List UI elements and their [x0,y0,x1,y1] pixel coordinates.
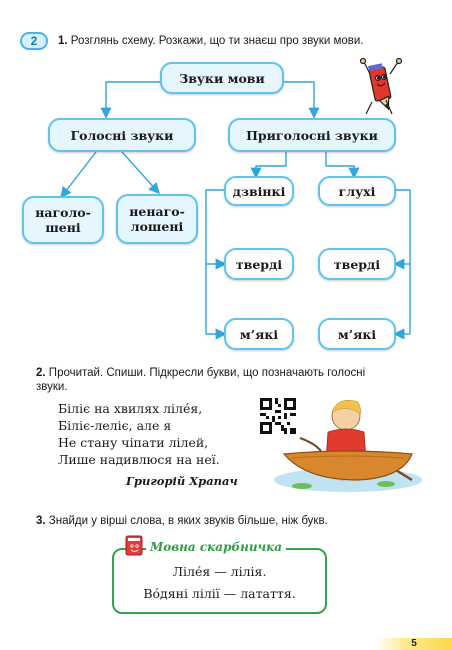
diagram-soft-right-box [318,318,396,350]
diagram-voiceless-label: глухі [338,183,376,199]
diagram-voiced-label: дзвінкі [232,183,286,199]
note-line-1: Лілéя — лілія. [172,564,267,579]
boy-in-boat-icon [262,388,422,496]
diagram-soft-left-label: м’які [239,326,279,342]
task3-text [36,514,328,528]
diagram-vowels-label: Голосні звуки [70,127,174,143]
diagram-soft-left-box [224,318,294,350]
task3-number: 3. [36,515,46,527]
right-bracket-line [396,190,410,334]
pencil-mascot-icon [356,56,406,118]
poem-line: Біліє на хвилях лілéя, [58,401,203,416]
poem-line: Лише надивлюся на неї. [58,452,220,467]
diagram-voiceless-box [318,176,396,206]
task1-instruction: Розглянь схему. Розкажи, що ти знаєш про звуки мови. [70,35,364,47]
diagram-voiced-box [224,176,294,206]
poem-line: Біліє-леліє, але я [58,418,172,433]
diagram-stressed-line1: наголо- [35,205,91,220]
page-number: 5 [376,638,452,650]
task2-instruction-line1: Прочитай. Спиши. Підкресли букви, що позначають голосні [48,367,366,379]
arrow-root-to-consonants [284,82,314,116]
poem-author: Григорій Храпач [126,474,238,488]
note-title: Мовна скарбничка [146,540,286,554]
lesson-badge: 2 [20,32,48,50]
diagram-hard-left-label: тверді [235,256,283,272]
diagram-root-box [160,62,284,94]
diagram-vowels-box [48,118,196,152]
task2-instruction-line2: звуки. [36,381,68,393]
diagram-root-label: Звуки мови [179,70,265,86]
arrow-consonants-to-voiceless [326,152,354,176]
diagram-unstressed-box [116,194,198,244]
diagram-consonants-box [228,118,396,152]
diagram-unstressed-line2: лошені [130,219,184,234]
arrow-consonants-to-voiced [256,152,286,176]
left-bracket-line [206,190,224,334]
poem-line: Не стану чіпати лілей, [58,435,209,450]
book-mascot-icon [122,532,148,558]
task1-number: 1. [58,35,68,47]
note-line-2: Вóдяні лілії — латаття. [143,586,296,601]
poem [58,400,220,468]
diagram-unstressed-line1: ненаго- [129,204,185,219]
diagram-hard-right-label: тверді [333,256,381,272]
arrow-vowels-to-stressed [62,152,96,196]
diagram-consonants-label: Приголосні звуки [246,127,378,143]
task2-number: 2. [36,367,46,379]
task3-instruction: Знайди у вірші слова, в яких звуків більше, ніж букв. [48,515,328,527]
diagram-hard-left-box [224,248,294,280]
diagram-stressed-line2: шені [45,220,81,235]
arrow-root-to-vowels [106,82,160,116]
diagram-hard-right-box [318,248,396,280]
diagram-soft-right-label: м’які [337,326,377,342]
diagram-stressed-box [22,196,104,244]
arrow-vowels-to-unstressed [122,152,158,192]
